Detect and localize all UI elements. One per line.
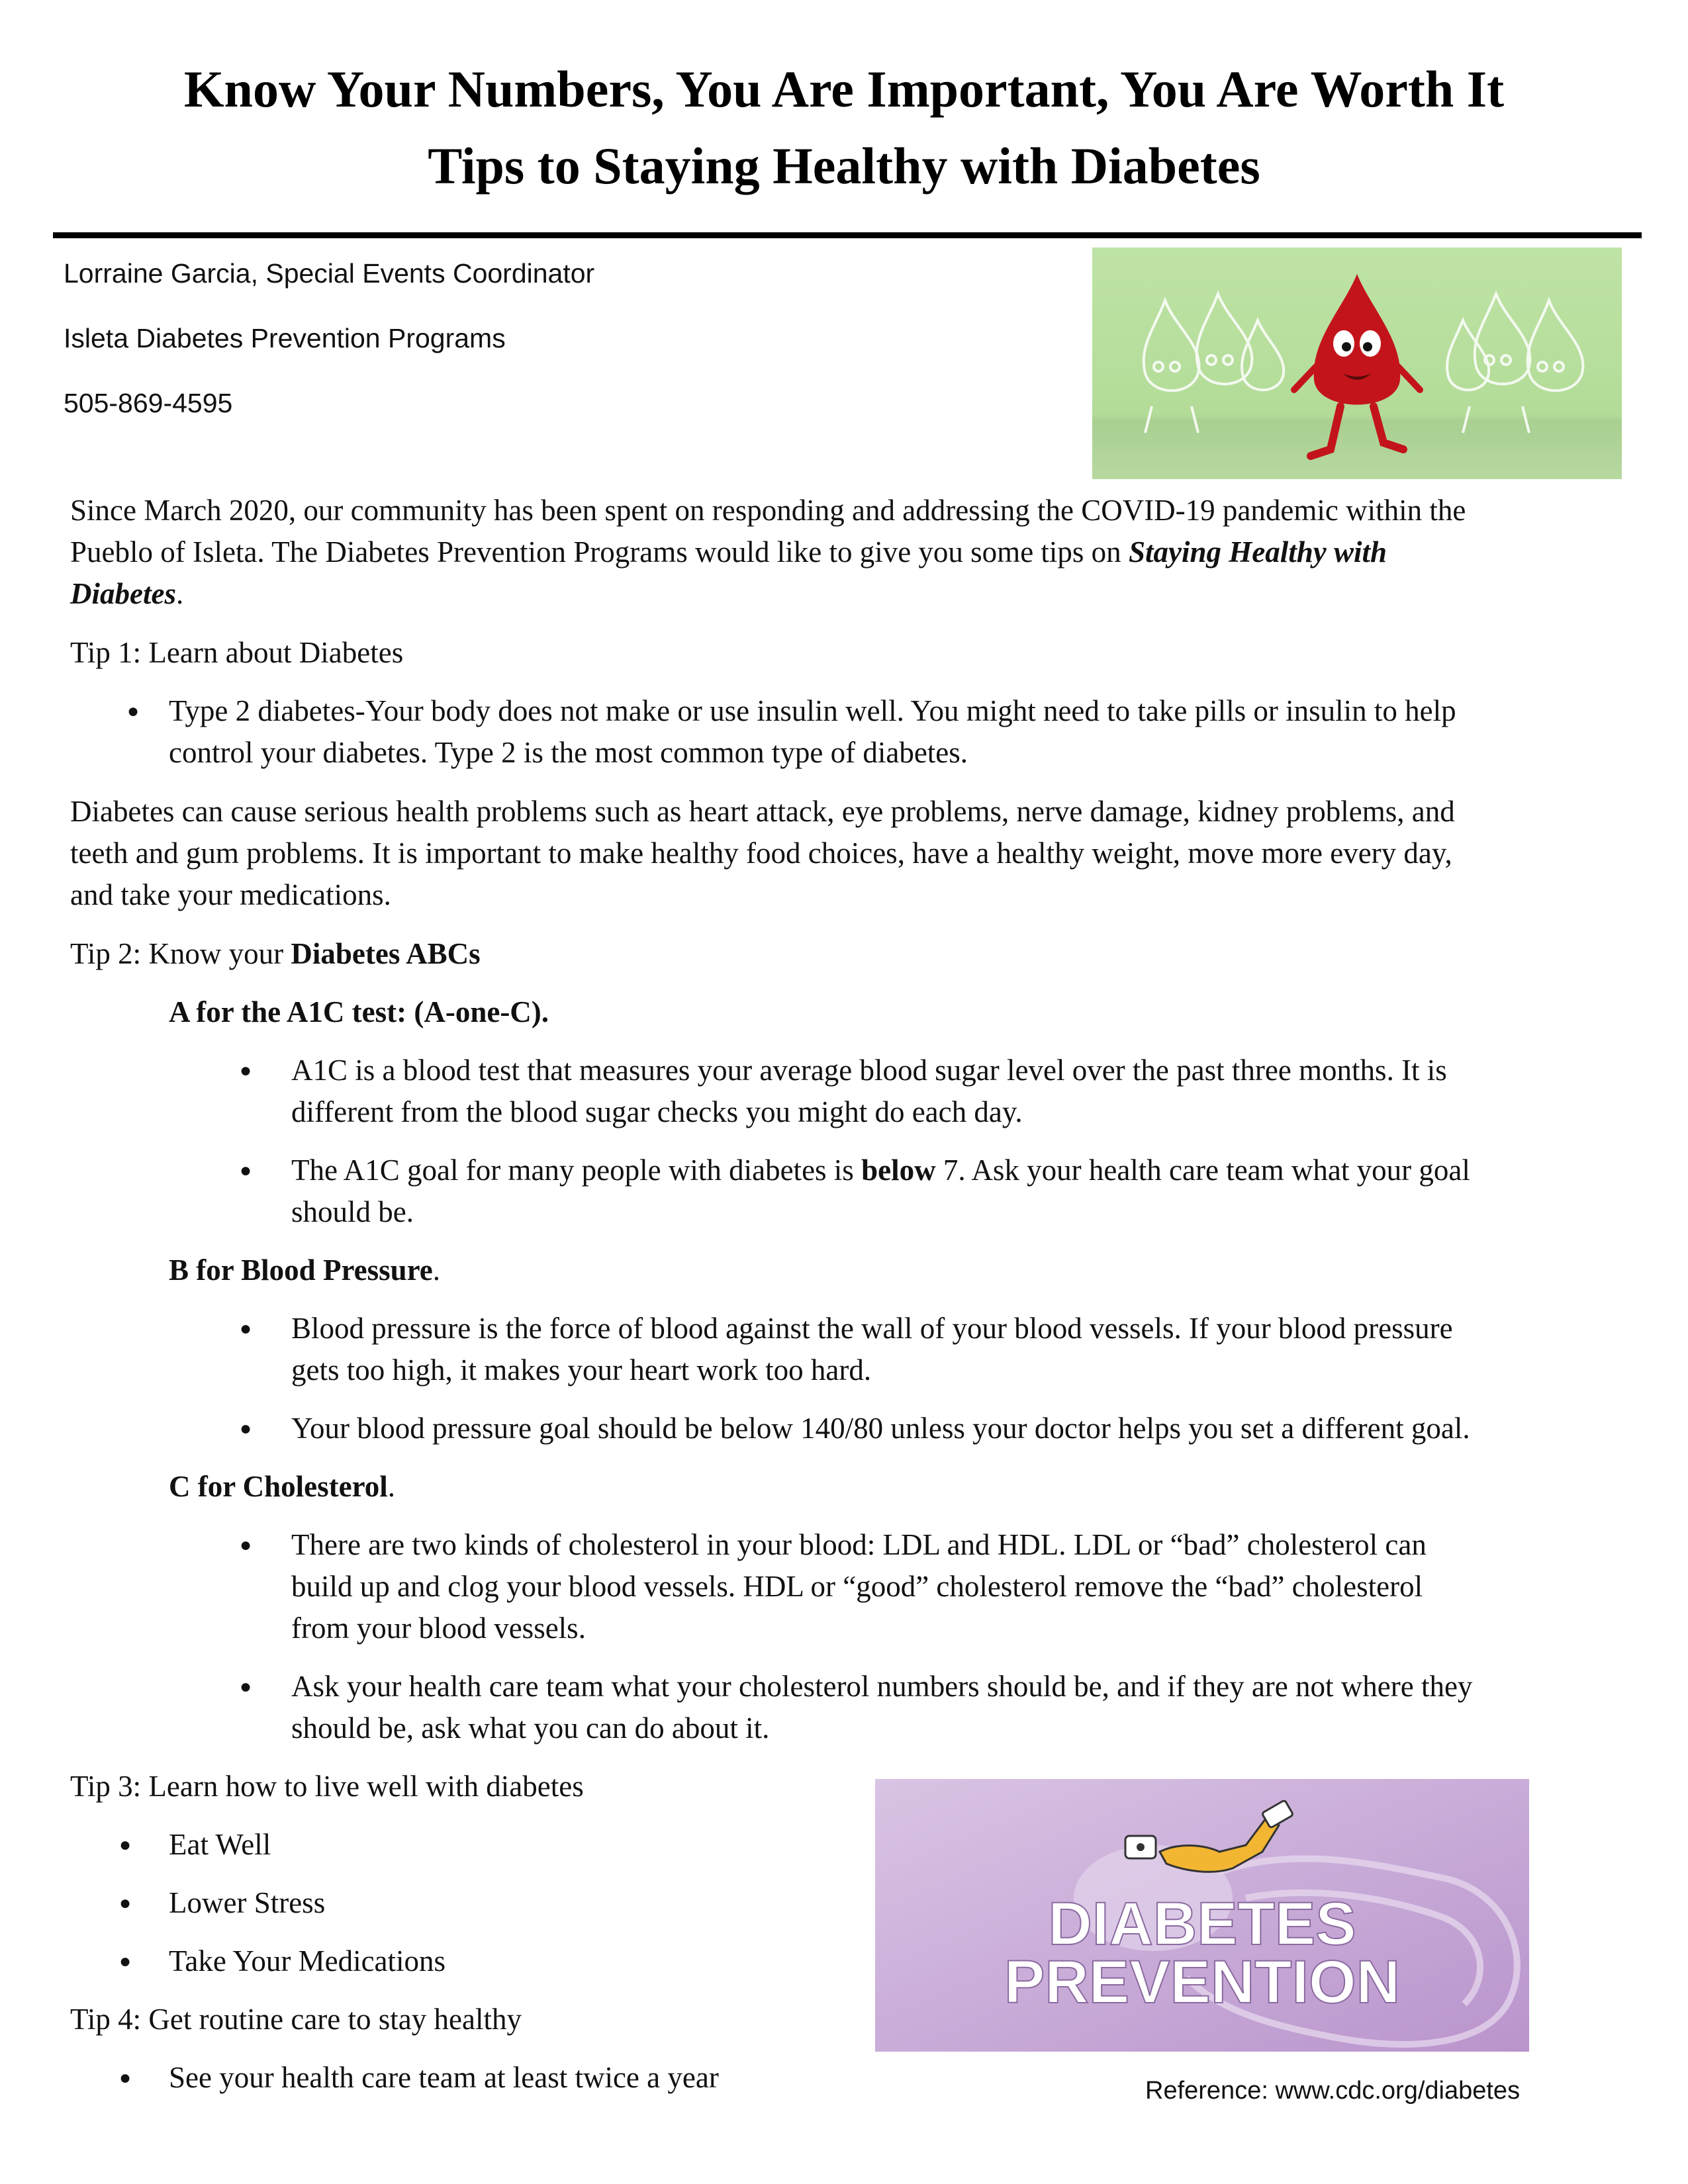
bullet-icon: ● (240, 1060, 252, 1081)
bullet-icon: ● (127, 700, 140, 722)
intro-emphasis-end: Diabetes (70, 577, 176, 610)
tip3-item-eat-well: Eat Well (169, 1828, 271, 1861)
page-title-line1: Know Your Numbers, You Are Important, You Are Worth It (183, 60, 1505, 118)
a1c-heading: A for the A1C test: (A-one-C). (169, 995, 549, 1028)
chol-bullet1-line2: build up and clog your blood vessels. HDL or “good” cholesterol remove the “bad” cholesterol (291, 1570, 1423, 1603)
tip2-heading-bold: Diabetes ABCs (291, 937, 481, 970)
tip2-heading-text: Tip 2: Know your (70, 937, 291, 970)
bp-bullet2: Your blood pressure goal should be below 140/80 unless your doctor helps you set a different goal. (291, 1412, 1470, 1445)
intro-period: . (175, 577, 184, 610)
bullet-icon: ● (119, 1950, 132, 1972)
tip1-bullet-line2: control your diabetes. Type 2 is the most common type of diabetes. (169, 736, 968, 769)
bullet-icon: ● (240, 1318, 252, 1340)
tip2-heading (70, 933, 481, 975)
chol-heading-bold: C for Cholesterol (169, 1470, 388, 1503)
tip3-heading: Tip 3: Learn how to live well with diabetes (70, 1770, 584, 1803)
chol-bullet1-line3: from your blood vessels. (291, 1612, 586, 1645)
tip1-heading: Tip 1: Learn about Diabetes (70, 636, 404, 669)
chol-heading-dot: . (387, 1470, 396, 1503)
bullet-icon: ● (119, 2067, 132, 2089)
tip4-heading: Tip 4: Get routine care to stay healthy (70, 2003, 522, 2036)
intro-line3 (70, 573, 183, 615)
intro-line2-text: Pueblo of Isleta. The Diabetes Prevention Programs would like to give you some tips on (70, 535, 1129, 569)
tip3-item-medications: Take Your Medications (169, 1944, 446, 1978)
banner-title-line1: DIABETES (1048, 1890, 1356, 1958)
tip3-item-lower-stress: Lower Stress (169, 1886, 326, 1919)
bp-bullet1-line1: Blood pressure is the force of blood against the wall of your blood vessels. If your blood pressure (291, 1312, 1453, 1345)
bullet-icon: ● (119, 1834, 132, 1856)
intro-line2 (70, 531, 1387, 573)
a1c-goal-suffix: 7. Ask your health care team what your goal (935, 1154, 1470, 1187)
bullet-icon: ● (240, 1418, 252, 1439)
tip1-para-line3: and take your medications. (70, 878, 391, 911)
intro-emphasis: Staying Healthy with (1128, 535, 1387, 569)
contact-org: Isleta Diabetes Prevention Programs (64, 323, 506, 353)
blood-drop-mascot-image (1092, 248, 1622, 479)
bp-bullet1-line2: gets too high, it makes your heart work too hard. (291, 1353, 872, 1387)
intro-line1: Since March 2020, our community has been spent on responding and addressing the COVID-19 pandemic within the (70, 494, 1466, 527)
a1c-bullet1-line1: A1C is a blood test that measures your average blood sugar level over the past three months. It is (291, 1054, 1447, 1087)
diabetes-prevention-banner (875, 1779, 1529, 2052)
banner-title-line2: PREVENTION (1004, 1948, 1401, 2016)
a1c-goal-bold: below (861, 1154, 936, 1187)
page-title-line2: Tips to Staying Healthy with Diabetes (428, 137, 1260, 195)
bullet-icon: ● (240, 1534, 252, 1556)
chol-bullet2-line2: should be, ask what you can do about it. (291, 1711, 770, 1745)
bullet-icon: ● (119, 1892, 132, 1914)
bp-heading-dot: . (432, 1253, 441, 1287)
chol-bullet1-line1: There are two kinds of cholesterol in your blood: LDL and HDL. LDL or “bad” cholesterol can (291, 1528, 1427, 1561)
contact-name: Lorraine Garcia, Special Events Coordinator (64, 258, 595, 289)
title-divider (53, 232, 1642, 238)
tip4-item: See your health care team at least twice a year (169, 2061, 719, 2094)
chol-heading (169, 1466, 395, 1508)
tip1-para-line1: Diabetes can cause serious health problems such as heart attack, eye problems, nerve damage, kidney problems, and (70, 795, 1455, 828)
a1c-bullet2-line1 (291, 1150, 1470, 1191)
chol-bullet2-line1: Ask your health care team what your cholesterol numbers should be, and if they are not where they (291, 1670, 1473, 1703)
tip1-bullet-line1: Type 2 diabetes-Your body does not make or use insulin well. You might need to take pills or insulin to help (169, 694, 1456, 727)
contact-phone: 505-869-4595 (64, 388, 233, 418)
bp-heading (169, 1250, 440, 1291)
a1c-bullet1-line2: different from the blood sugar checks you might do each day. (291, 1095, 1023, 1128)
tip1-para-line2: teeth and gum problems. It is important to make healthy food choices, have a healthy weight, move more every day, (70, 837, 1452, 870)
a1c-goal-text: The A1C goal for many people with diabetes is (291, 1154, 862, 1187)
bp-heading-bold: B for Blood Pressure (169, 1253, 433, 1287)
bullet-icon: ● (240, 1160, 252, 1181)
a1c-bullet2-line2: should be. (291, 1195, 414, 1228)
bullet-icon: ● (240, 1676, 252, 1698)
reference-text: Reference: www.cdc.org/diabetes (1145, 2077, 1521, 2105)
